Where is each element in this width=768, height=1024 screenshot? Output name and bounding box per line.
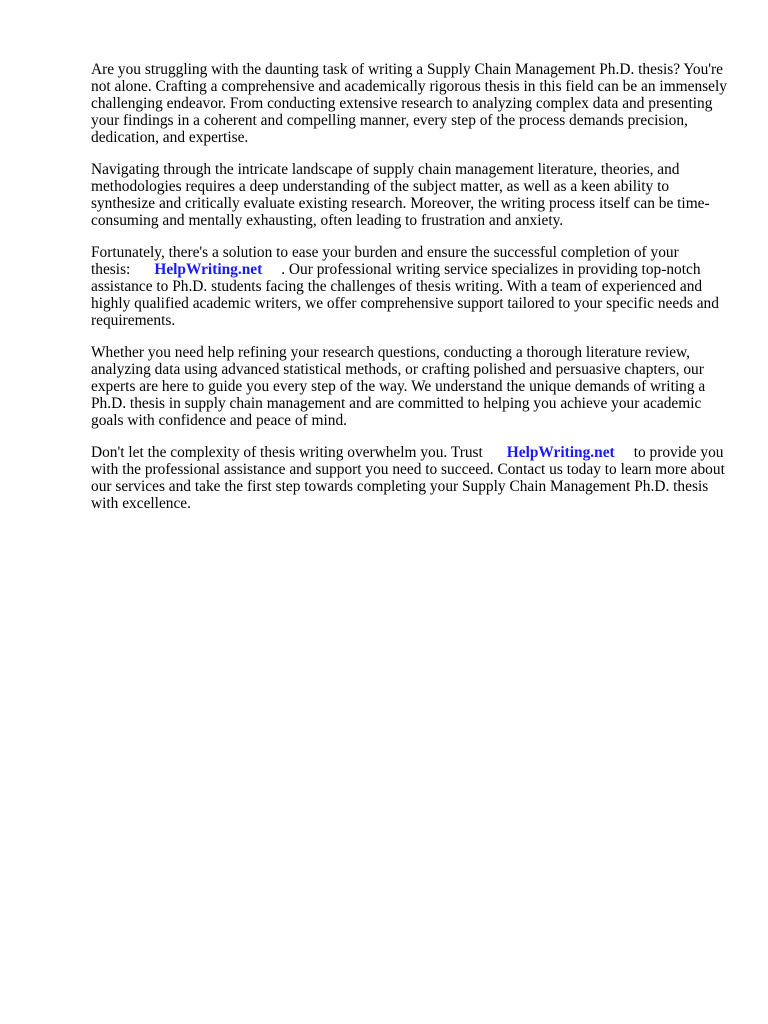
helpwriting-link[interactable]: HelpWriting.net (154, 261, 263, 278)
paragraph-cta-text-before: Don't let the complexity of thesis writing overwhelm you. Trust (91, 444, 483, 461)
paragraph-services: Whether you need help refining your research questions, conducting a thorough literature review, analyzing data using advanced statistical methods, or crafting polished and persuasive chapters, our experts are here to guide you every step of the way. We understand the unique demands of writing a Ph.D. thesis in supply chain management and are committed to helping you achieve your academic goals with confidence and peace of mind. (91, 344, 706, 429)
paragraph-cta-text-after: to provide you with the professional assistance and support you need to succeed. Contact us today to learn more about our services and take the first step towards completing your Supply Chain Management Ph.D. thesis with excellence. (91, 444, 725, 512)
document-page (91, 61, 731, 527)
paragraph-intro: Are you struggling with the daunting task of writing a Supply Chain Management Ph.D. thesis? You're not alone. Crafting a comprehensive and academically rigorous thesis in this field can be an immensely challenging endeavor. From conducting extensive research to analyzing complex data and presenting your findings in a coherent and compelling manner, every step of the process demands precision, dedication, and expertise. (91, 61, 727, 146)
paragraph-solution-text-after: . Our professional writing service specializes in providing top-notch assistance to Ph.D. students facing the challenges of thesis writing. With a team of experienced and highly qualified academic writers, we offer comprehensive support tailored to your specific needs and requirements. (91, 261, 719, 329)
paragraph-challenges: Navigating through the intricate landscape of supply chain management literature, theories, and methodologies requires a deep understanding of the subject matter, as well as a keen ability to synthesize and critically evaluate existing research. Moreover, the writing process itself can be time-consuming and mentally exhausting, often leading to frustration and anxiety. (91, 161, 710, 229)
paragraph-solution-text-before: Fortunately, there's a solution to ease your burden and ensure the successful completion of your thesis: (91, 244, 679, 278)
paragraph-call-to-action (91, 444, 731, 512)
paragraph-solution (91, 244, 731, 329)
helpwriting-link-2[interactable]: HelpWriting.net (506, 444, 615, 461)
